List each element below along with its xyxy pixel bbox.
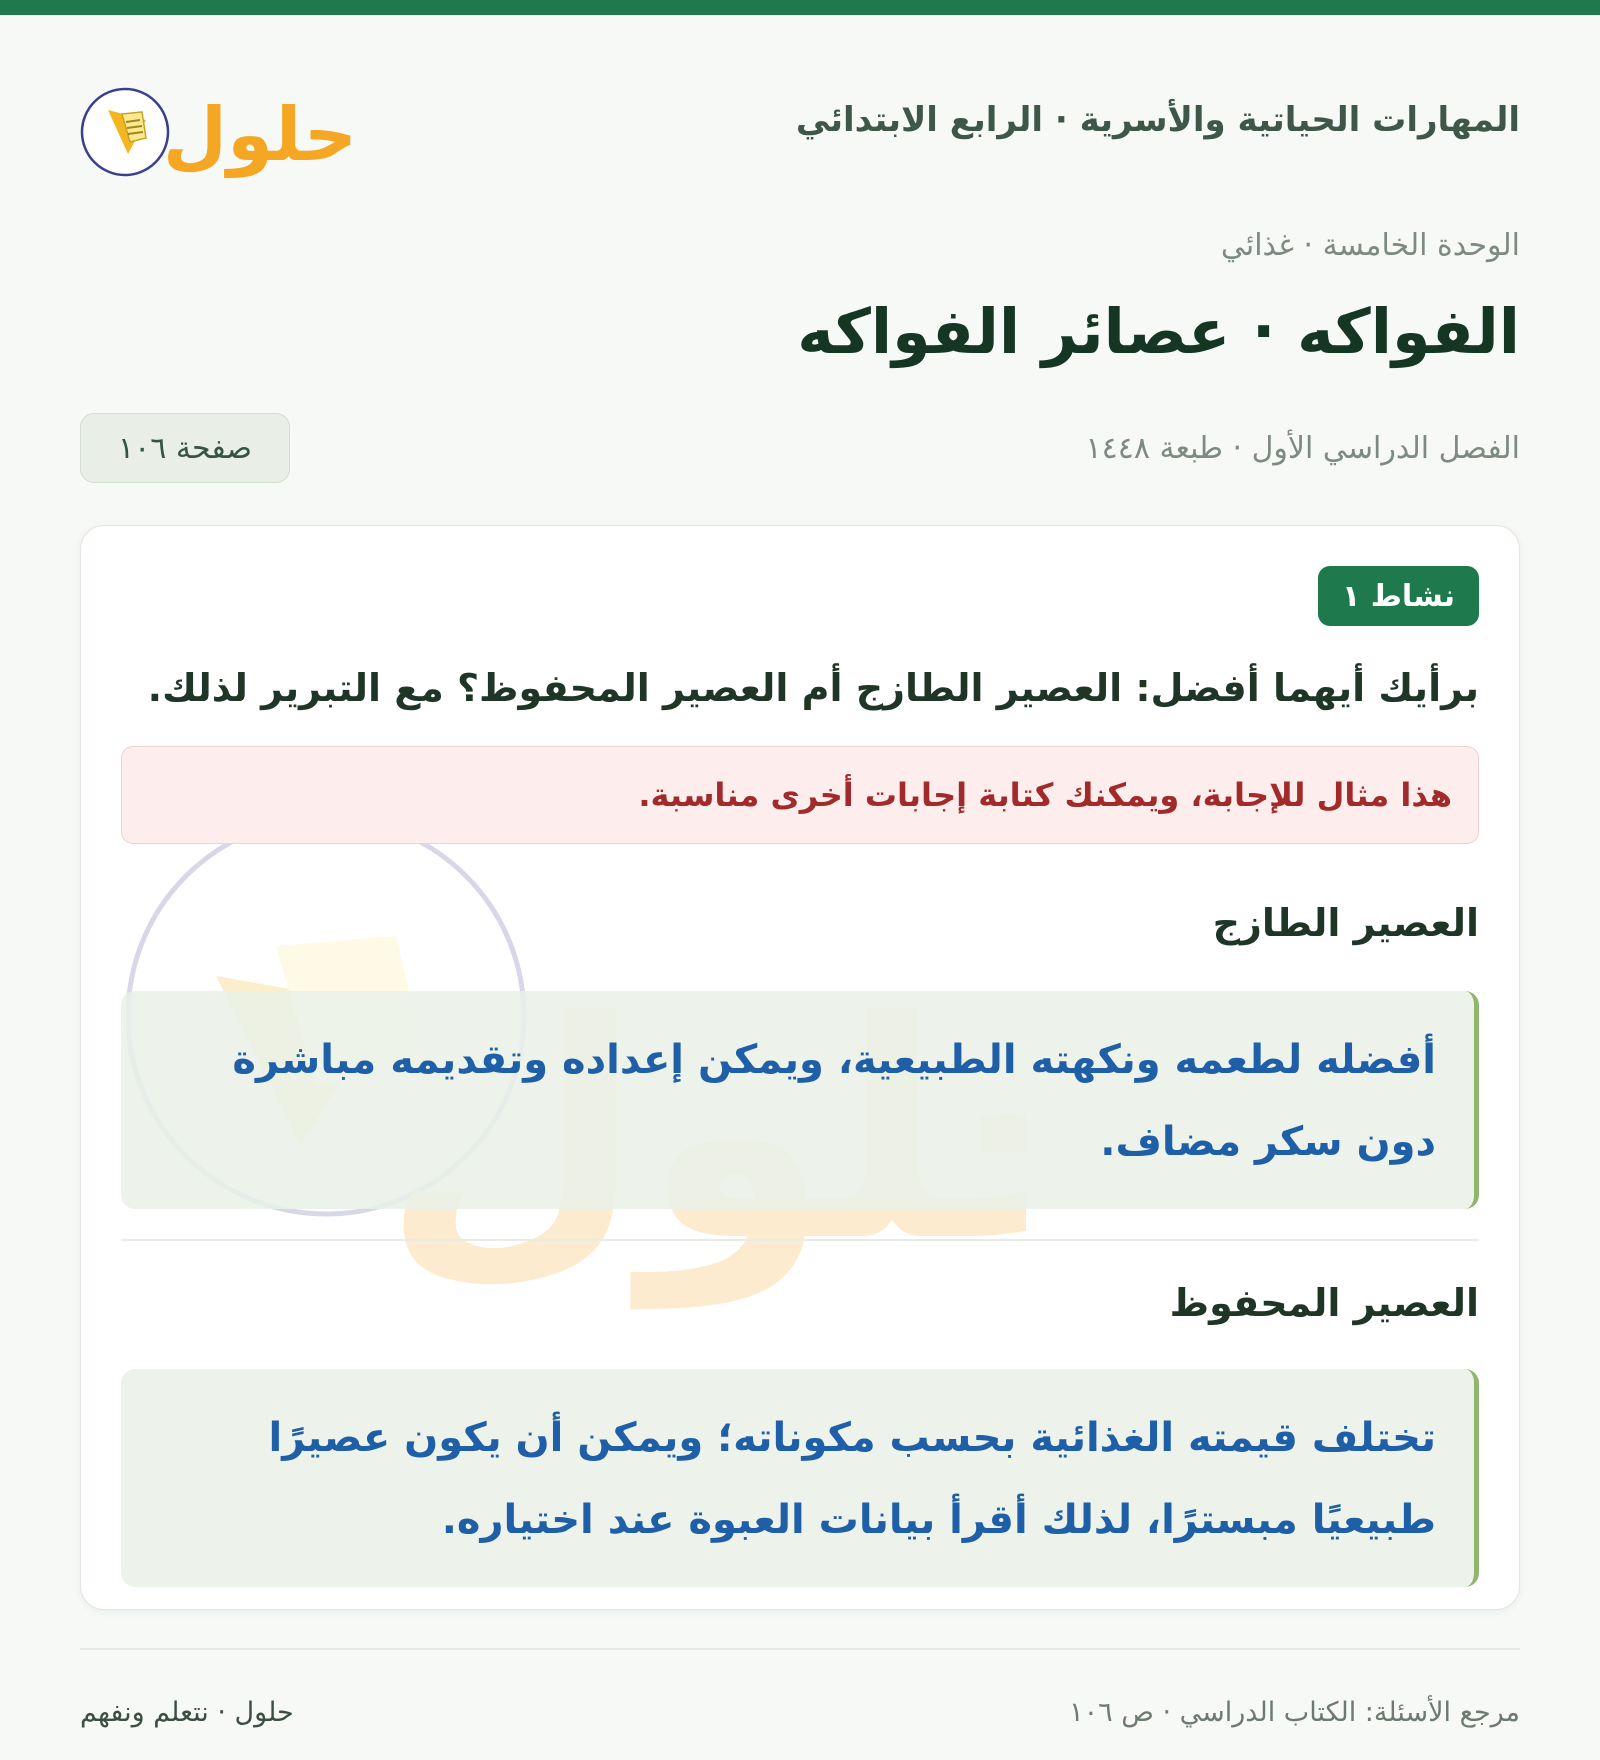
section-divider — [121, 1239, 1479, 1241]
footer-tagline: حلول · نتعلم ونفهم — [80, 1697, 294, 1728]
page-number-badge: صفحة ١٠٦ — [80, 413, 290, 483]
page-container — [80, 15, 1520, 1760]
lesson-title: الفواكه · عصائر الفواكه — [797, 295, 1520, 368]
logo-icon — [80, 80, 370, 180]
activity-card — [80, 525, 1520, 1610]
section-title-preserved: العصير المحفوظ — [1169, 1281, 1479, 1325]
question-text: برأيك أيهما أفضل: العصير الطازج أم العصير المحفوظ؟ مع التبرير لذلك. — [147, 666, 1479, 710]
page-header — [80, 70, 1520, 180]
unit-label: الوحدة الخامسة · غذائي — [1220, 228, 1520, 263]
footer-reference: مرجع الأسئلة: الكتاب الدراسي · ص ١٠٦ — [1069, 1697, 1520, 1728]
edition-label: الفصل الدراسي الأول · طبعة ١٤٤٨ — [1085, 431, 1520, 466]
answer-box-preserved: تختلف قيمته الغذائية بحسب مكوناته؛ ويمكن أن يكون عصيرًا طبيعيًا مبسترًا، لذلك أقرأ بيانات العبوة عند اختياره. — [121, 1369, 1479, 1587]
section-title-fresh: العصير الطازج — [1212, 901, 1479, 945]
footer-divider — [80, 1648, 1520, 1650]
book-title: المهارات الحياتية والأسرية · الرابع الابتدائي — [795, 100, 1520, 140]
answer-box-fresh: أفضله لطعمه ونكهته الطبيعية، ويمكن إعداده وتقديمه مباشرة دون سكر مضاف. — [121, 991, 1479, 1209]
activity-badge: نشاط ١ — [1318, 566, 1479, 626]
top-accent-bar — [0, 0, 1600, 15]
site-logo[interactable] — [80, 80, 370, 180]
logo-wordmark: حلول — [162, 92, 358, 178]
example-note: هذا مثال للإجابة، ويمكنك كتابة إجابات أخرى مناسبة. — [121, 746, 1479, 844]
